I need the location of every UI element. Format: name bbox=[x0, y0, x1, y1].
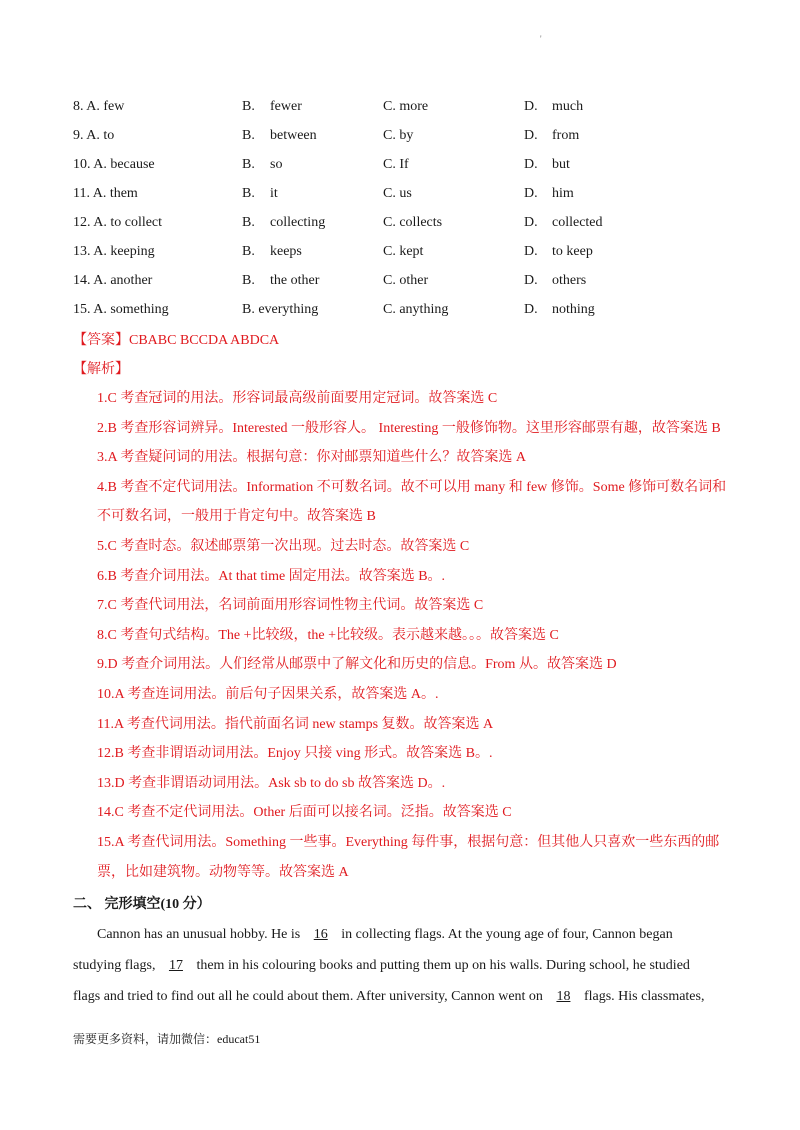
explanation-line: 13.D 考查非谓语动词用法。Ask sb to do sb 故答案选 D。. bbox=[97, 775, 446, 791]
option-b-label: B. bbox=[242, 273, 255, 288]
option-d: nothing bbox=[552, 302, 595, 317]
option-c: C. collects bbox=[383, 215, 443, 230]
option-b: the other bbox=[270, 273, 320, 288]
explanation-line: 9.D 考查介词用法。人们经常从邮票中了解文化和历史的信息。From 从。故答案选 D bbox=[97, 657, 617, 673]
explanation-line: 4.B 考查不定代词用法。Information 不可数名词。故不可以用 many 和 few 修饰。Some 修饰可数名词和 bbox=[97, 479, 727, 495]
blank-16: 16 bbox=[313, 927, 328, 942]
option-a: 8. A. few bbox=[73, 99, 125, 114]
explanation-line: 15.A 考查代词用法。Something 一些事。Everything 每件事，根据句意：但其他人只喜欢一些东西的邮 bbox=[97, 835, 720, 850]
option-d-label: D. bbox=[524, 273, 538, 288]
option-b: keeps bbox=[270, 244, 302, 259]
option-d-label: D. bbox=[524, 157, 538, 172]
explanation-line: 10.A 考查连词用法。前后句子因果关系，故答案选 A。. bbox=[97, 687, 439, 702]
option-d-label: D. bbox=[524, 186, 538, 201]
option-a: 10. A. because bbox=[73, 157, 155, 172]
option-d: others bbox=[552, 273, 587, 288]
option-a: 11. A. them bbox=[73, 186, 138, 201]
option-b: between bbox=[270, 128, 317, 143]
option-d-label: D. bbox=[524, 215, 538, 230]
explanation-line: 3.A 考查疑问词的用法。根据句意：你对邮票知道些什么？故答案选 A bbox=[97, 450, 526, 466]
option-d: much bbox=[552, 99, 584, 114]
explanation-line: 票，比如建筑物。动物等等。故答案选 A bbox=[97, 864, 349, 880]
option-d-label: D. bbox=[524, 302, 538, 317]
passage-line-3 bbox=[73, 986, 704, 1008]
option-c: C. other bbox=[383, 273, 429, 288]
option-c: C. more bbox=[383, 99, 429, 114]
option-c: C. by bbox=[383, 128, 414, 143]
option-d: collected bbox=[552, 215, 603, 230]
passage-text: in collecting flags. At the young age of four, Cannon began bbox=[337, 927, 673, 942]
option-d: him bbox=[552, 186, 574, 201]
explanation-line: 不可数名词，一般用于肯定句中。故答案选 B bbox=[97, 509, 376, 525]
option-c: C. kept bbox=[383, 244, 424, 259]
explanation-line: 7.C 考查代词用法，名词前面用形容词性物主代词。故答案选 C bbox=[97, 598, 484, 614]
passage-text: flags and tried to find out all he could about them. After university, Cannon went on bbox=[73, 989, 547, 1004]
option-c: C. anything bbox=[383, 302, 449, 317]
option-a: 9. A. to bbox=[73, 128, 115, 143]
option-d: to keep bbox=[552, 244, 593, 259]
footer-note: 需要更多资料，请加微信：educat51 bbox=[73, 1032, 261, 1046]
option-c: C. us bbox=[383, 186, 412, 201]
passage-text: Cannon has an unusual hobby. He is bbox=[97, 927, 304, 942]
option-b: fewer bbox=[270, 99, 302, 114]
blank-18: 18 bbox=[556, 989, 571, 1004]
option-b-label: B. bbox=[242, 186, 255, 201]
explanation-line: 5.C 考查时态。叙述邮票第一次出现。过去时态。故答案选 C bbox=[97, 539, 470, 554]
passage-text: studying flags, bbox=[73, 958, 159, 973]
passage-text: flags. His classmates, bbox=[580, 989, 705, 1004]
option-b-label: B. bbox=[242, 128, 255, 143]
option-b-label: B. bbox=[242, 244, 255, 259]
passage-line-1 bbox=[97, 924, 673, 946]
passage-line-2 bbox=[73, 955, 690, 977]
blank-17: 17 bbox=[168, 958, 183, 973]
option-d: but bbox=[552, 157, 570, 172]
option-d-label: D. bbox=[524, 99, 538, 114]
option-a: 13. A. keeping bbox=[73, 244, 155, 259]
explanation-line: 1.C 考查冠词的用法。形容词最高级前面要用定冠词。故答案选 C bbox=[97, 391, 498, 406]
explanation-line: 12.B 考查非谓语动词用法。Enjoy 只接 ving 形式。故答案选 B。. bbox=[97, 746, 493, 762]
top-mark: ' bbox=[540, 34, 542, 44]
explanation-line: 8.C 考查句式结构。The +比较级，the +比较级。表示越来越。。。故答案选 C bbox=[97, 627, 559, 643]
explanation-line: 14.C 考查不定代词用法。Other 后面可以接名词。泛指。故答案选 C bbox=[97, 805, 512, 821]
option-b: it bbox=[270, 186, 278, 201]
passage-text: them in his colouring books and putting them up on his walls. During school, he studied bbox=[192, 958, 690, 973]
section-title: 二、 完形填空(10 分） bbox=[73, 897, 211, 912]
option-c: C. If bbox=[383, 157, 409, 172]
option-b-label: B. everything bbox=[242, 302, 319, 317]
explanation-line: 11.A 考查代词用法。指代前面名词 new stamps 复数。故答案选 A bbox=[97, 716, 494, 732]
option-d: from bbox=[552, 128, 580, 143]
analysis-label: 【解析】 bbox=[73, 362, 129, 377]
explanation-line: 2.B 考查形容词辨异。Interested 一般形容人。 Interesting 一般修饰物。这里形容邮票有趣，故答案选 B bbox=[97, 420, 721, 436]
option-d-label: D. bbox=[524, 244, 538, 259]
option-a: 14. A. another bbox=[73, 273, 153, 288]
option-b-label: B. bbox=[242, 215, 255, 230]
explanation-line: 6.B 考查介词用法。At that time 固定用法。故答案选 B。. bbox=[97, 568, 446, 584]
option-b: so bbox=[270, 157, 283, 172]
option-a: 12. A. to collect bbox=[73, 215, 163, 230]
option-b-label: B. bbox=[242, 157, 255, 172]
option-b-label: B. bbox=[242, 99, 255, 114]
answer-line: 【答案】CBABC BCCDA ABDCA bbox=[73, 333, 280, 348]
option-d-label: D. bbox=[524, 128, 538, 143]
option-b: collecting bbox=[270, 215, 326, 230]
option-a: 15. A. something bbox=[73, 302, 169, 317]
